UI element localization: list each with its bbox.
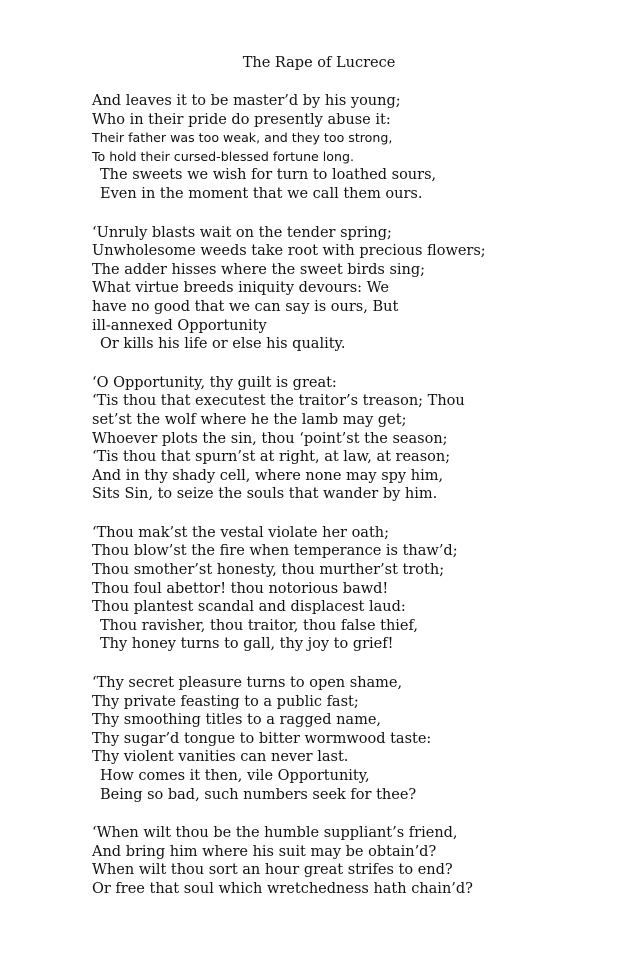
- stanza: [92, 824, 612, 898]
- poem-line: Even in the moment that we call them ours.: [100, 185, 423, 202]
- poem-line: set’st the wolf where he the lamb may get;: [92, 411, 407, 428]
- poem-line: Thy private feasting to a public fast;: [92, 693, 359, 710]
- stanza: [92, 92, 612, 204]
- poem-line: When wilt thou sort an hour great strifes to end?: [92, 862, 453, 879]
- poem-line: How comes it then, vile Opportunity,: [100, 768, 370, 784]
- poem-line: ill-annexed Opportunity: [92, 317, 267, 334]
- poem-line: Thy violent vanities can never last.: [92, 749, 349, 766]
- poem-line: Or free that soul which wretchedness hath chain’d?: [92, 880, 473, 897]
- poem-line: Whoever plots the sin, thou ‘point’st the season;: [92, 430, 448, 447]
- poem-body: [92, 92, 612, 919]
- poem-line: Thou smother’st honesty, thou murther’st troth;: [92, 562, 445, 579]
- stanza: [92, 524, 612, 654]
- stanza: [92, 374, 612, 504]
- stanza: [92, 674, 612, 804]
- poem-line: And leaves it to be master’d by his young;: [92, 93, 401, 109]
- poem-line: Thou blow’st the fire when temperance is thaw’d;: [92, 543, 458, 560]
- poem-line: Being so bad, such numbers seek for thee?: [100, 786, 417, 803]
- poem-line: And in thy shady cell, where none may spy him,: [92, 467, 444, 484]
- poem-line: The adder hisses where the sweet birds sing;: [92, 261, 426, 278]
- poem-line: Thou ravisher, thou traitor, thou false thief,: [100, 617, 418, 634]
- poem-line: ‘O Opportunity, thy guilt is great:: [92, 374, 337, 391]
- stanza: [92, 224, 612, 354]
- poem-line: Unwholesome weeds take root with precious flowers;: [92, 243, 486, 260]
- poem-line: Thou plantest scandal and displacest laud:: [92, 599, 406, 616]
- poem-line: To hold their cursed-blessed fortune long.: [92, 148, 354, 164]
- poem-line: What virtue breeds iniquity devours: We: [92, 280, 389, 297]
- poem-line: Thy smoothing titles to a ragged name,: [92, 712, 382, 729]
- poem-line: have no good that we can say is ours, But: [92, 298, 399, 315]
- poem-line: ‘When wilt thou be the humble suppliant’s friend,: [92, 825, 458, 842]
- poem-line: Or kills his life or else his quality.: [100, 336, 346, 353]
- poem-line: Who in their pride do presently abuse it:: [92, 111, 391, 128]
- poem-line: ‘Tis thou that executest the traitor’s treason; Thou: [92, 393, 465, 410]
- page-title: The Rape of Lucrece: [242, 55, 396, 71]
- poem-line: Thy honey turns to gall, thy joy to grief!: [100, 636, 394, 653]
- poem-line: Thy sugar’d tongue to bitter wormwood taste:: [92, 730, 432, 747]
- poem-line: Their father was too weak, and they too strong,: [92, 130, 393, 146]
- poem-line: And bring him where his suit may be obtain’d?: [92, 843, 437, 860]
- poem-line: ‘Thy secret pleasure turns to open shame,: [92, 675, 403, 692]
- poem-line: ‘Tis thou that spurn’st at right, at law, at reason;: [92, 449, 451, 466]
- poem-line: ‘Unruly blasts wait on the tender spring;: [92, 224, 392, 241]
- poem-line: The sweets we wish for turn to loathed sours,: [100, 167, 437, 184]
- poem-line: Sits Sin, to seize the souls that wander by him.: [92, 486, 438, 503]
- poem-line: Thou foul abettor! thou notorious bawd!: [92, 580, 389, 597]
- poem-line: ‘Thou mak’st the vestal violate her oath;: [92, 524, 389, 541]
